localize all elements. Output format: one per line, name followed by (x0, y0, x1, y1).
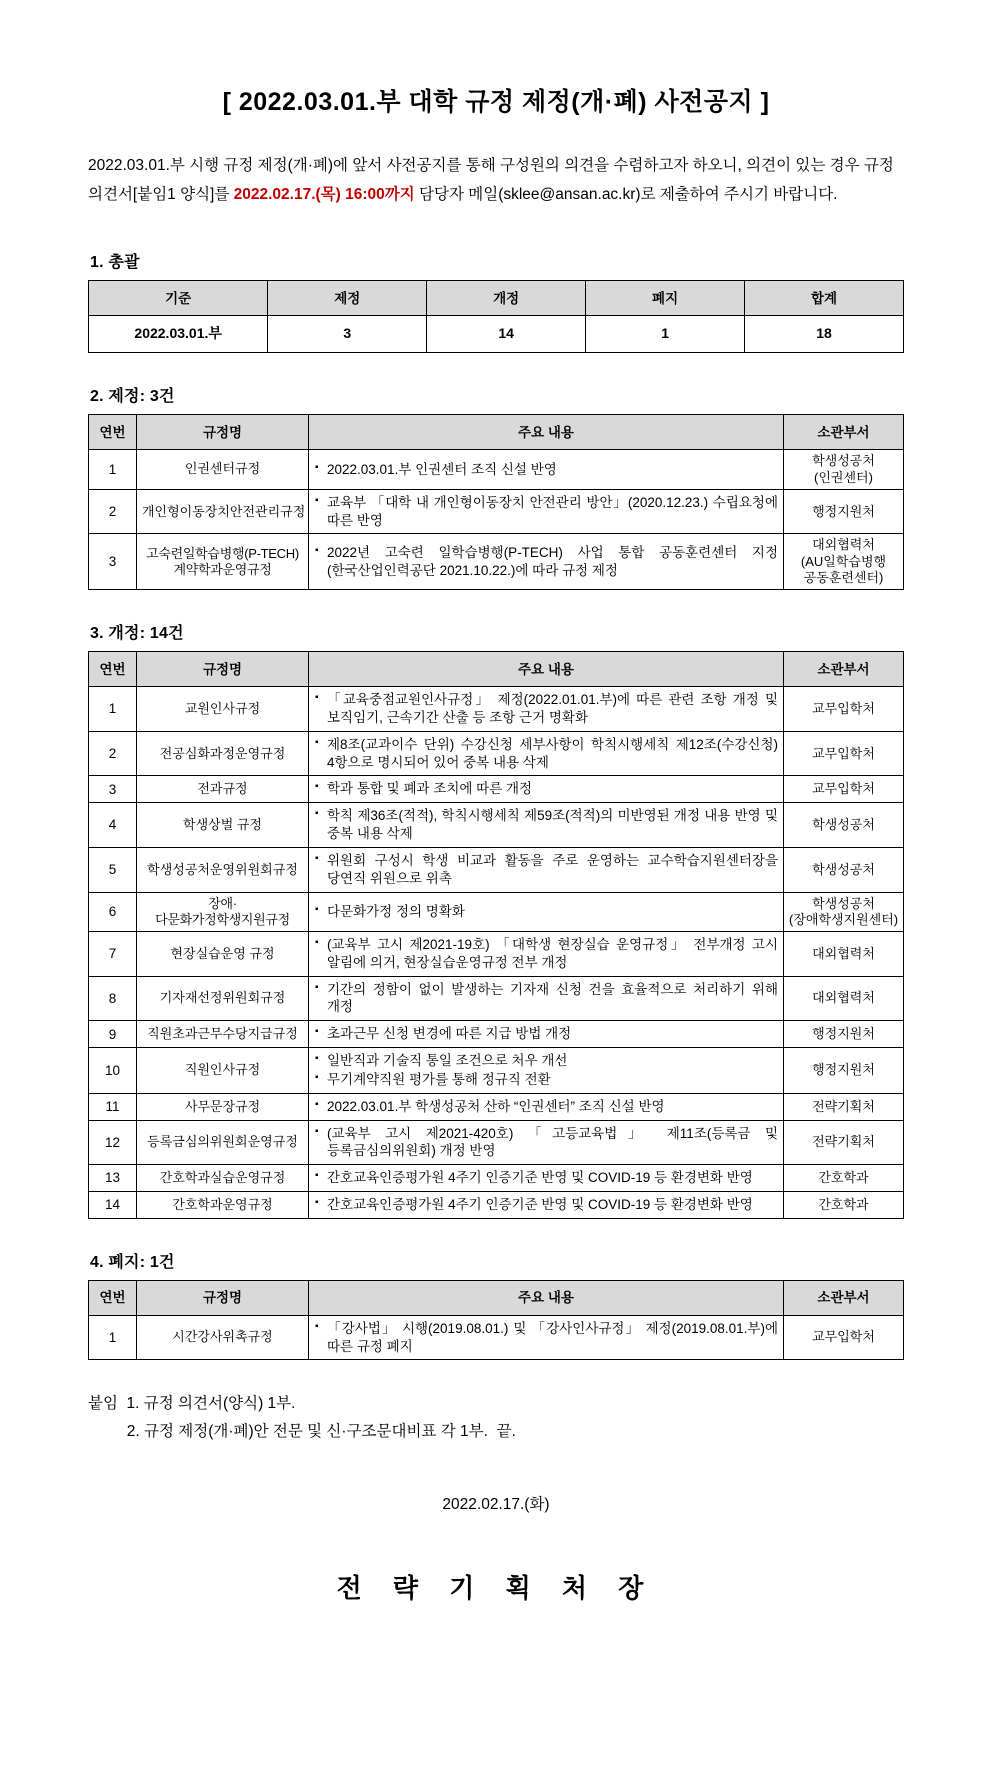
amendment-table-body (89, 687, 904, 1219)
cell-regulation-name: 인권센터규정 (137, 450, 309, 490)
cell-content (309, 1120, 784, 1165)
cell-content (309, 1165, 784, 1192)
cell-no: 13 (89, 1165, 137, 1192)
attachment-line-2: 2. 규정 제정(개·폐)안 전문 및 신·구조문대비표 각 1부. 끝. (88, 1423, 516, 1441)
document-date: 2022.02.17.(화) (442, 1496, 550, 1514)
content-bullet: ▪ 위원회 구성시 학생 비교과 활동을 주로 운영하는 교수학습지원센터장을 당연직 위원으로 위촉 (315, 852, 778, 888)
content-bullet: ▪ 학칙 제36조(적적), 학칙시행세칙 제59조(적적)의 미반영된 개정 내용 반영 및 중복 내용 삭제 (315, 807, 778, 843)
cell-no: 1 (89, 687, 137, 732)
header-cell-name: 규정명 (137, 415, 309, 450)
cell-content (309, 803, 784, 848)
cell-department: 행정지원처 (784, 1048, 904, 1094)
content-bullet: ▪ 제8조(교과이수 단위) 수강신청 세부사항이 학칙시행세칙 제12조(수강신청) 4항으로 명시되어 있어 중복 내용 삭제 (315, 736, 778, 772)
cell-no: 2 (89, 731, 137, 776)
cell-content (309, 776, 784, 803)
cell-content (309, 687, 784, 732)
section-summary (88, 249, 904, 353)
header-cell-content: 주요 내용 (309, 1280, 784, 1315)
header-cell-name: 규정명 (137, 652, 309, 687)
abolition-heading: 4. 폐지: 1건 (90, 1253, 175, 1271)
amendment-heading: 3. 개정: 14건 (90, 625, 184, 643)
cell-regulation-name: 학생상벌 규정 (137, 803, 309, 848)
page-title: [ 2022.03.01.부 대학 규정 제정(개·폐) 사전공지 ] (222, 88, 770, 116)
table-row (89, 1120, 904, 1165)
signature-line: 전 략 기 획 처 장 (336, 1573, 656, 1604)
attachment-line-1: 붙임 1. 규정 의견서(양식) 1부. (88, 1395, 296, 1413)
content-bullet: ▪ 교육부 「대학 내 개인형이동장치 안전관리 방안」(2020.12.23.) 수립요청에 따른 반영 (315, 494, 778, 530)
cell-content (309, 1315, 784, 1360)
attachments-block (88, 1390, 904, 1446)
table-row (89, 1165, 904, 1192)
table-row (89, 1048, 904, 1094)
cell-no: 3 (89, 776, 137, 803)
table-row (89, 731, 904, 776)
cell-regulation-name: 현장실습운영 규정 (137, 932, 309, 977)
cell-regulation-name: 시간강사위촉규정 (137, 1315, 309, 1360)
enactment-heading: 2. 제정: 3건 (90, 388, 175, 406)
cell-content (309, 976, 784, 1021)
content-bullet: ▪ 초과근무 신청 변경에 따른 지급 방법 개정 (315, 1025, 778, 1043)
cell-regulation-name: 학생성공처운영위원회규정 (137, 847, 309, 892)
cell-no: 1 (89, 1315, 137, 1360)
table-row (89, 316, 904, 353)
cell-regulation-name: 장애·다문화가정학생지원규정 (137, 892, 309, 932)
cell-department: 간호학과 (784, 1191, 904, 1218)
cell-regulation-name: 직원인사규정 (137, 1048, 309, 1094)
cell-department: 교무입학처 (784, 731, 904, 776)
cell-department: 전략기획처 (784, 1120, 904, 1165)
cell-content (309, 1048, 784, 1094)
content-bullet: ▪ (교육부 고시 제2021-420호) 「고등교육법」 제11조(등록금 및 등록금심의위원회) 개정 반영 (315, 1125, 778, 1161)
section-amendment (88, 620, 904, 1219)
content-bullet: ▪ 일반직과 기술직 통일 조건으로 처우 개선 (315, 1052, 778, 1070)
deadline-highlight: 2022.02.17.(목) 16:00까지 (233, 185, 415, 203)
cell-no: 5 (89, 847, 137, 892)
cell-regulation-name: 전공심화과정운영규정 (137, 731, 309, 776)
cell-regulation-name: 개인형이동장치안전관리규정 (137, 489, 309, 534)
summary-table (88, 280, 904, 353)
content-bullet: ▪ 간호교육인증평가원 4주기 인증기준 반영 및 COVID-19 등 환경변화 반영 (315, 1196, 778, 1214)
content-bullet: ▪ (교육부 고시 제2021-19호) 「대학생 현장실습 운영규정」 전부개정 고시 알림에 의거, 현장실습운영규정 전부 개정 (315, 936, 778, 972)
cell-department: 학생성공처 (784, 803, 904, 848)
content-bullet: ▪ 2022.03.01.부 학생성공처 산하 “인권센터” 조직 신설 반영 (315, 1098, 778, 1116)
header-cell-name: 규정명 (137, 1280, 309, 1315)
table-row (89, 803, 904, 848)
summary-header-cell: 기준 (89, 281, 268, 316)
cell-regulation-name: 고숙련일학습병행(P-TECH)계약학과운영규정 (137, 534, 309, 590)
table-row (89, 450, 904, 490)
cell-content (309, 1191, 784, 1218)
summary-header-cell: 폐지 (586, 281, 745, 316)
cell-content (309, 1093, 784, 1120)
intro-text-part2: 담당자 메일(sklee@ansan.ac.kr)로 제출하여 주시기 바랍니다. (414, 185, 838, 203)
cell-content (309, 534, 784, 590)
cell-content (309, 892, 784, 932)
cell-no: 8 (89, 976, 137, 1021)
intro-text-part1: 2022.03.01.부 시행 규정 제정(개·폐)에 앞서 사전공지를 통해 구성원의 의견을 수렴하고자 하오니, 의견이 있는 경우 규정 의견서[붙임1 양식]를 (88, 157, 894, 203)
cell-regulation-name: 전과규정 (137, 776, 309, 803)
cell-regulation-name: 간호학과운영규정 (137, 1191, 309, 1218)
cell-department: 학생성공처 (784, 847, 904, 892)
cell-department: 대외협력처 (784, 932, 904, 977)
summary-heading: 1. 총괄 (90, 254, 140, 272)
cell-department: 학생성공처 (장애학생지원센터) (784, 892, 904, 932)
cell-department: 행정지원처 (784, 489, 904, 534)
table-row (89, 1191, 904, 1218)
abolition-table-body (89, 1315, 904, 1360)
cell-department: 간호학과 (784, 1165, 904, 1192)
cell-content (309, 450, 784, 490)
cell-regulation-name: 간호학과실습운영규정 (137, 1165, 309, 1192)
table-row (89, 892, 904, 932)
table-header-row (89, 281, 904, 316)
cell-department: 학생성공처 (인권센터) (784, 450, 904, 490)
cell-content (309, 847, 784, 892)
cell-department: 교무입학처 (784, 776, 904, 803)
cell-department: 대외협력처 (AU일학습병행 공동훈련센터) (784, 534, 904, 590)
enactment-table (88, 414, 904, 590)
header-cell-no: 연번 (89, 415, 137, 450)
cell-regulation-name: 등록금심의위원회운영규정 (137, 1120, 309, 1165)
cell-department: 교무입학처 (784, 687, 904, 732)
header-cell-dept: 소관부서 (784, 415, 904, 450)
cell-department: 교무입학처 (784, 1315, 904, 1360)
cell-regulation-name: 교원인사규정 (137, 687, 309, 732)
summary-cell-abolition: 1 (586, 316, 745, 353)
content-bullet: ▪ 2022년 고숙련 일학습병행(P-TECH) 사업 통합 공동훈련센터 지정(한국산업인력공단 2021.10.22.)에 따라 규정 제정 (315, 544, 778, 580)
content-bullet: ▪ 무기계약직원 평가를 통해 정규직 전환 (315, 1071, 778, 1089)
header-cell-content: 주요 내용 (309, 652, 784, 687)
table-row (89, 976, 904, 1021)
table-row (89, 489, 904, 534)
cell-no: 2 (89, 489, 137, 534)
content-bullet: ▪ 다문화가정 정의 명확화 (315, 903, 778, 921)
summary-header-cell: 합계 (745, 281, 904, 316)
cell-department: 행정지원처 (784, 1021, 904, 1048)
summary-cell-enactment: 3 (268, 316, 427, 353)
cell-no: 11 (89, 1093, 137, 1120)
cell-no: 14 (89, 1191, 137, 1218)
cell-department: 대외협력처 (784, 976, 904, 1021)
cell-no: 6 (89, 892, 137, 932)
table-header-row (89, 1280, 904, 1315)
summary-header-cell: 제정 (268, 281, 427, 316)
table-header-row (89, 415, 904, 450)
cell-regulation-name: 사무문장규정 (137, 1093, 309, 1120)
summary-cell-amendment: 14 (427, 316, 586, 353)
summary-cell-total: 18 (745, 316, 904, 353)
cell-no: 7 (89, 932, 137, 977)
cell-department: 전략기획처 (784, 1093, 904, 1120)
content-bullet: ▪ 「강사법」 시행(2019.08.01.) 및 「강사인사규정」 제정(2019.08.01.부)에 따른 규정 폐지 (315, 1320, 778, 1356)
table-row (89, 776, 904, 803)
cell-content (309, 731, 784, 776)
table-row (89, 1021, 904, 1048)
section-enactment (88, 383, 904, 590)
section-abolition (88, 1249, 904, 1361)
enactment-table-body (89, 450, 904, 590)
cell-no: 4 (89, 803, 137, 848)
cell-no: 12 (89, 1120, 137, 1165)
abolition-table (88, 1280, 904, 1361)
cell-regulation-name: 기자재선정위원회규정 (137, 976, 309, 1021)
header-cell-no: 연번 (89, 1280, 137, 1315)
table-row (89, 1315, 904, 1360)
table-header-row (89, 652, 904, 687)
content-bullet: ▪ 「교육중점교원인사규정」 제정(2022.01.01.부)에 따른 관련 조항 개정 및 보직임기, 근속기간 산출 등 조항 근거 명확화 (315, 691, 778, 727)
table-row (89, 847, 904, 892)
cell-content (309, 932, 784, 977)
cell-content (309, 1021, 784, 1048)
table-row (89, 534, 904, 590)
table-row (89, 932, 904, 977)
header-cell-no: 연번 (89, 652, 137, 687)
amendment-table (88, 651, 904, 1219)
content-bullet: ▪ 2022.03.01.부 인권센터 조직 신설 반영 (315, 461, 778, 479)
intro-paragraph (88, 152, 904, 209)
summary-header-cell: 개정 (427, 281, 586, 316)
content-bullet: ▪ 학과 통합 및 폐과 조치에 따른 개정 (315, 780, 778, 798)
cell-no: 1 (89, 450, 137, 490)
content-bullet: ▪ 간호교육인증평가원 4주기 인증기준 반영 및 COVID-19 등 환경변화 반영 (315, 1169, 778, 1187)
summary-cell-basis: 2022.03.01.부 (89, 316, 268, 353)
header-cell-dept: 소관부서 (784, 1280, 904, 1315)
cell-no: 3 (89, 534, 137, 590)
header-cell-dept: 소관부서 (784, 652, 904, 687)
content-bullet: ▪ 기간의 정함이 없이 발생하는 기자재 신청 건을 효율적으로 처리하기 위해 개정 (315, 981, 778, 1017)
cell-regulation-name: 직원초과근무수당지급규정 (137, 1021, 309, 1048)
cell-no: 9 (89, 1021, 137, 1048)
cell-no: 10 (89, 1048, 137, 1094)
table-row (89, 1093, 904, 1120)
header-cell-content: 주요 내용 (309, 415, 784, 450)
table-row (89, 687, 904, 732)
cell-content (309, 489, 784, 534)
